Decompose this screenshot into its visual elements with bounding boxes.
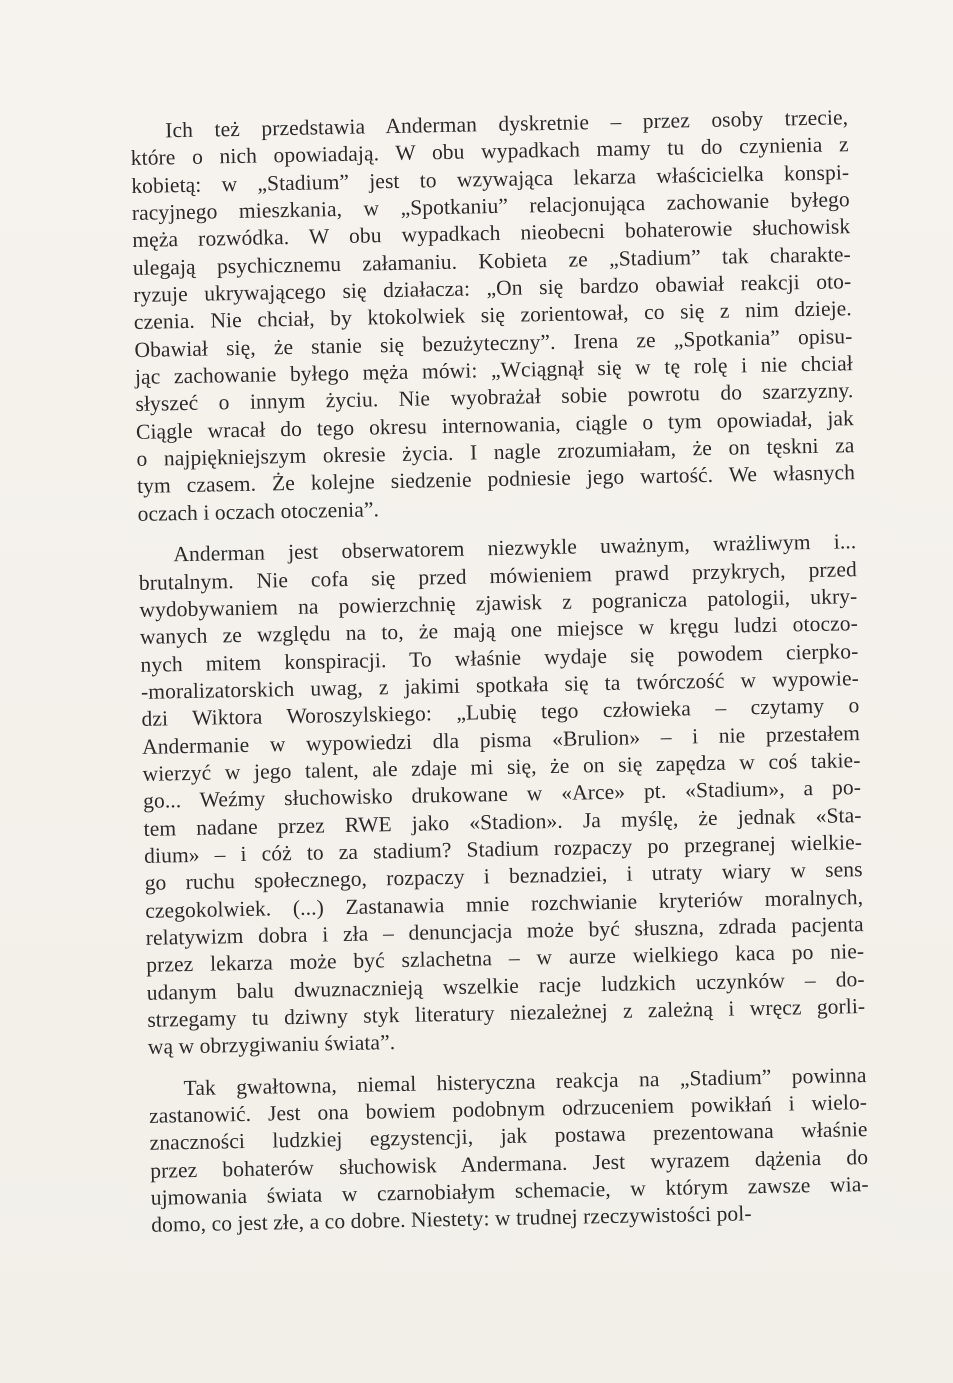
- text-line: oczach i oczach otoczenia”.: [137, 497, 380, 526]
- text-line: ulegają psychicznemu załamaniu. Kobieta ze „Stadium” tak charakte-: [132, 241, 851, 280]
- text-line: Tak gwałtowna, niemal histeryczna reakcja na „Stadium” powinna: [183, 1062, 867, 1100]
- paragraph: [138, 528, 866, 1061]
- text-line: przez bohaterów słuchowisk Andermana. Jest wyrazem dążenia do: [149, 1144, 869, 1183]
- text-line: zastanowić. Jest ona bowiem podobnym odrzuceniem powikłań i wielo-: [148, 1090, 868, 1128]
- text-line: Ich też przedstawia Anderman dyskretnie – przez osoby trzecie,: [165, 105, 849, 143]
- text-line: tem nadane przez RWE jako «Stadion». Ja myślę, że jednak «Sta-: [143, 802, 862, 841]
- text-line: wą w obrzygiwaniu świata”.: [147, 1030, 396, 1060]
- text-line: relatywizm dobra i zła – denuncjacja może być słuszna, zdrada pacjenta: [145, 912, 864, 950]
- text-line: strzegamy tu dziwny styk literatury niezależnej z zależną i wręcz gorli-: [147, 994, 866, 1032]
- text-line: wydobywaniem na powierzchnię zjawisk z pogranicza patologii, ukry-: [139, 583, 858, 622]
- text-line: czenia. Nie chciał, by ktokolwiek się zorientował, co się z nim dzieje.: [133, 296, 853, 335]
- text-line: które o nich opowiadają. W obu wypadkach mamy tu do czynienia z: [130, 132, 849, 171]
- text-line: -moralizatorskich uwag, z jakimi spotkała się ta twórczość w wypowie-: [140, 665, 860, 704]
- text-line: domo, co jest złe, a co dobre. Niestety: w trudnej rzeczywistości pol-: [151, 1201, 752, 1238]
- text-line: udanym balu dwuznacznieją wszelkie racje ludzkich uczynków – do-: [146, 966, 865, 1005]
- text-line: Anderman jest obserwatorem niezwykle uważnym, wrażliwym i...: [173, 529, 857, 567]
- text-line: ujmowania świata w czarnobiałym schemacie, w którym zawsze wia-: [150, 1172, 869, 1210]
- paragraph: [148, 1062, 869, 1240]
- text-line: go ruchu społecznego, rozpaczy i beznadziei, i utraty wiary w sens: [144, 857, 863, 896]
- text-line: brutalnym. Nie cofa się przed mówieniem prawd przykrych, przed: [138, 556, 858, 595]
- text-line: czegokolwiek. (...) Zastanawia mnie rozchwianie kryteriów moralnych,: [144, 884, 864, 923]
- text-line: Andermanie w wypowiedzi dla pisma «Brulion» – i nie przestałem: [141, 720, 861, 759]
- text-line: dzi Wiktora Woroszylskiego: „Lubię tego człowieka – czytamy o: [141, 693, 860, 732]
- page-text: [130, 104, 869, 1239]
- text-line: przez lekarza może być szlachetna – w aurze wielkiego kaca po nie-: [146, 939, 865, 978]
- paragraph: [130, 104, 856, 528]
- text-line: racyjnego mieszkania, w „Spotkaniu” relacjonująca zachowanie byłego: [131, 187, 850, 226]
- text-line: o najpiękniejszym okresie życia. I nagle zrozumiałam, że on tęskni za: [136, 433, 855, 472]
- text-line: Ciągle wracał do tego okresu internowania, ciągle o tym opowiadał, jak: [135, 405, 855, 444]
- text-line: Obawiał się, że stanie się bezużyteczny”. Irena ze „Spotkania” opisu-: [134, 323, 853, 362]
- text-line: znaczności ludzkiej egzystencji, jak postawa prezentowana właśnie: [149, 1117, 868, 1156]
- text-line: tym czasem. Że kolejne siedzenie podniesie jego wartość. We własnych: [136, 460, 856, 499]
- text-line: jąc zachowanie byłego męża mówi: „Wciągnął się w tę rolę i nie chciał: [134, 351, 854, 390]
- text-line: wierzyć w jego talent, ale zdaje mi się, że on się zapędza w coś takie-: [142, 748, 861, 786]
- text-line: słyszeć o innym życiu. Nie wyobrażał sobie powrotu do szarzyzny.: [135, 378, 854, 417]
- text-line: męża rozwódka. W obu wypadkach nieobecni bohaterowie słuchowisk: [132, 214, 851, 253]
- text-line: wanych ze względu na to, że mają one miejsce w kręgu ludzi otoczo-: [139, 611, 859, 650]
- text-line: nych mitem konspiracji. To właśnie wydaje się powodem cierpko-: [140, 638, 859, 677]
- text-line: ryzuje ukrywającego się działacza: „On się bardzo obawiał reakcji oto-: [133, 269, 852, 308]
- text-line: dium» – i cóż to za stadium? Stadium rozpaczy po przegranej wielkie-: [143, 830, 863, 868]
- text-line: kobietą: w „Stadium” jest to wzywająca lekarza właścicielka konspi-: [131, 159, 850, 198]
- text-line: go... Weźmy słuchowisko drukowane w «Arce» pt. «Stadium», a po-: [142, 775, 862, 814]
